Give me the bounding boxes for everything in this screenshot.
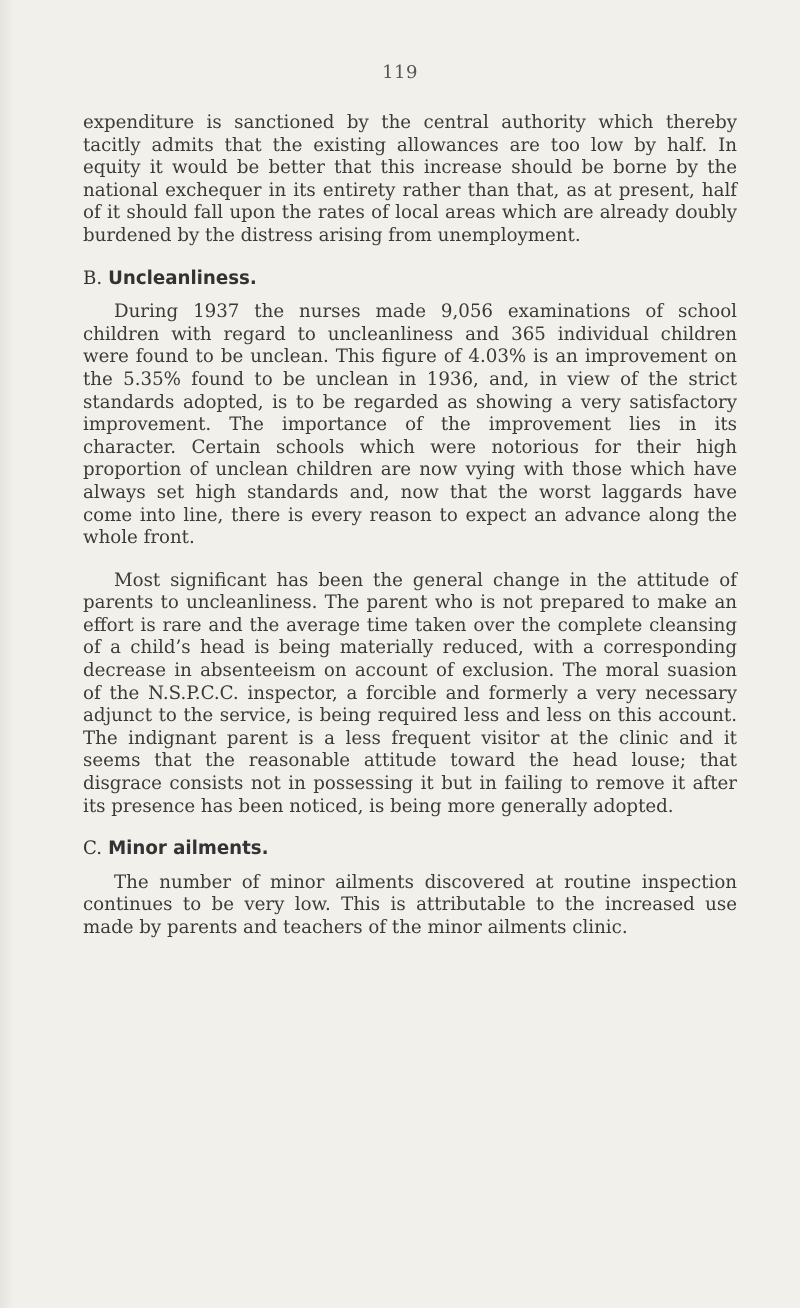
section-letter: C. [83, 838, 103, 860]
section-letter: B. [83, 267, 103, 289]
section-heading-minor-ailments [83, 838, 737, 861]
uncleanliness-paragraph-2: Most significant has been the general change in the attitude of parents to uncleanliness. The parent who is not prepared to make an effort is rare and the average time taken over the complete cleansing of a child’s head is being materially reduced, with a corresponding decrease in absenteeism on account of exclusion. The moral suasion of the N.S.P.C.C. inspector, a forcible and formerly a very necessary adjunct to the service, is being required less and less on this account. The indignant parent is a less frequent visitor at the clinic and it seems that the reasonable attitude toward the head louse; that disgrace consists not in possessing it but in failing to remove it after its presence has been noticed, is being more generally adopted. [83, 569, 737, 817]
minor-ailments-paragraph-1: The number of minor ailments discovered at routine inspection continues to be very low. This is attributable to the increased use made by parents and teachers of the minor ailments clinic. [83, 871, 737, 938]
uncleanliness-paragraph-1: During 1937 the nurses made 9,056 examinations of school children with regard to uncleanliness and 365 individual children were found to be unclean. This figure of 4.03% is an improvement on the 5.35% found to be unclean in 1936, and, in view of the strict standards adopted, is to be regarded as showing a very satisfactory improvement. The importance of the improvement lies in its character. Certain schools which were notorious for their high proportion of unclean children are now vying with those which have always set high standards and, now that the worst laggards have come into line, there is every reason to expect an advance along the whole front. [83, 301, 737, 549]
section-title: Uncleanliness. [108, 267, 257, 289]
section-title: Minor ailments. [108, 838, 269, 860]
page-number: 119 [382, 62, 418, 83]
intro-paragraph: expenditure is sanctioned by the central authority which thereby tacitly admits that the existing allowances are too low by half. In equity it would be better that this increase should be borne by the national exchequer in its entirety rather than that, as at present, half of it should fall upon the rates of local areas which are already doubly burdened by the distress arising from unemployment. [83, 112, 737, 246]
section-heading-uncleanliness [83, 268, 737, 291]
page-body [83, 112, 737, 940]
